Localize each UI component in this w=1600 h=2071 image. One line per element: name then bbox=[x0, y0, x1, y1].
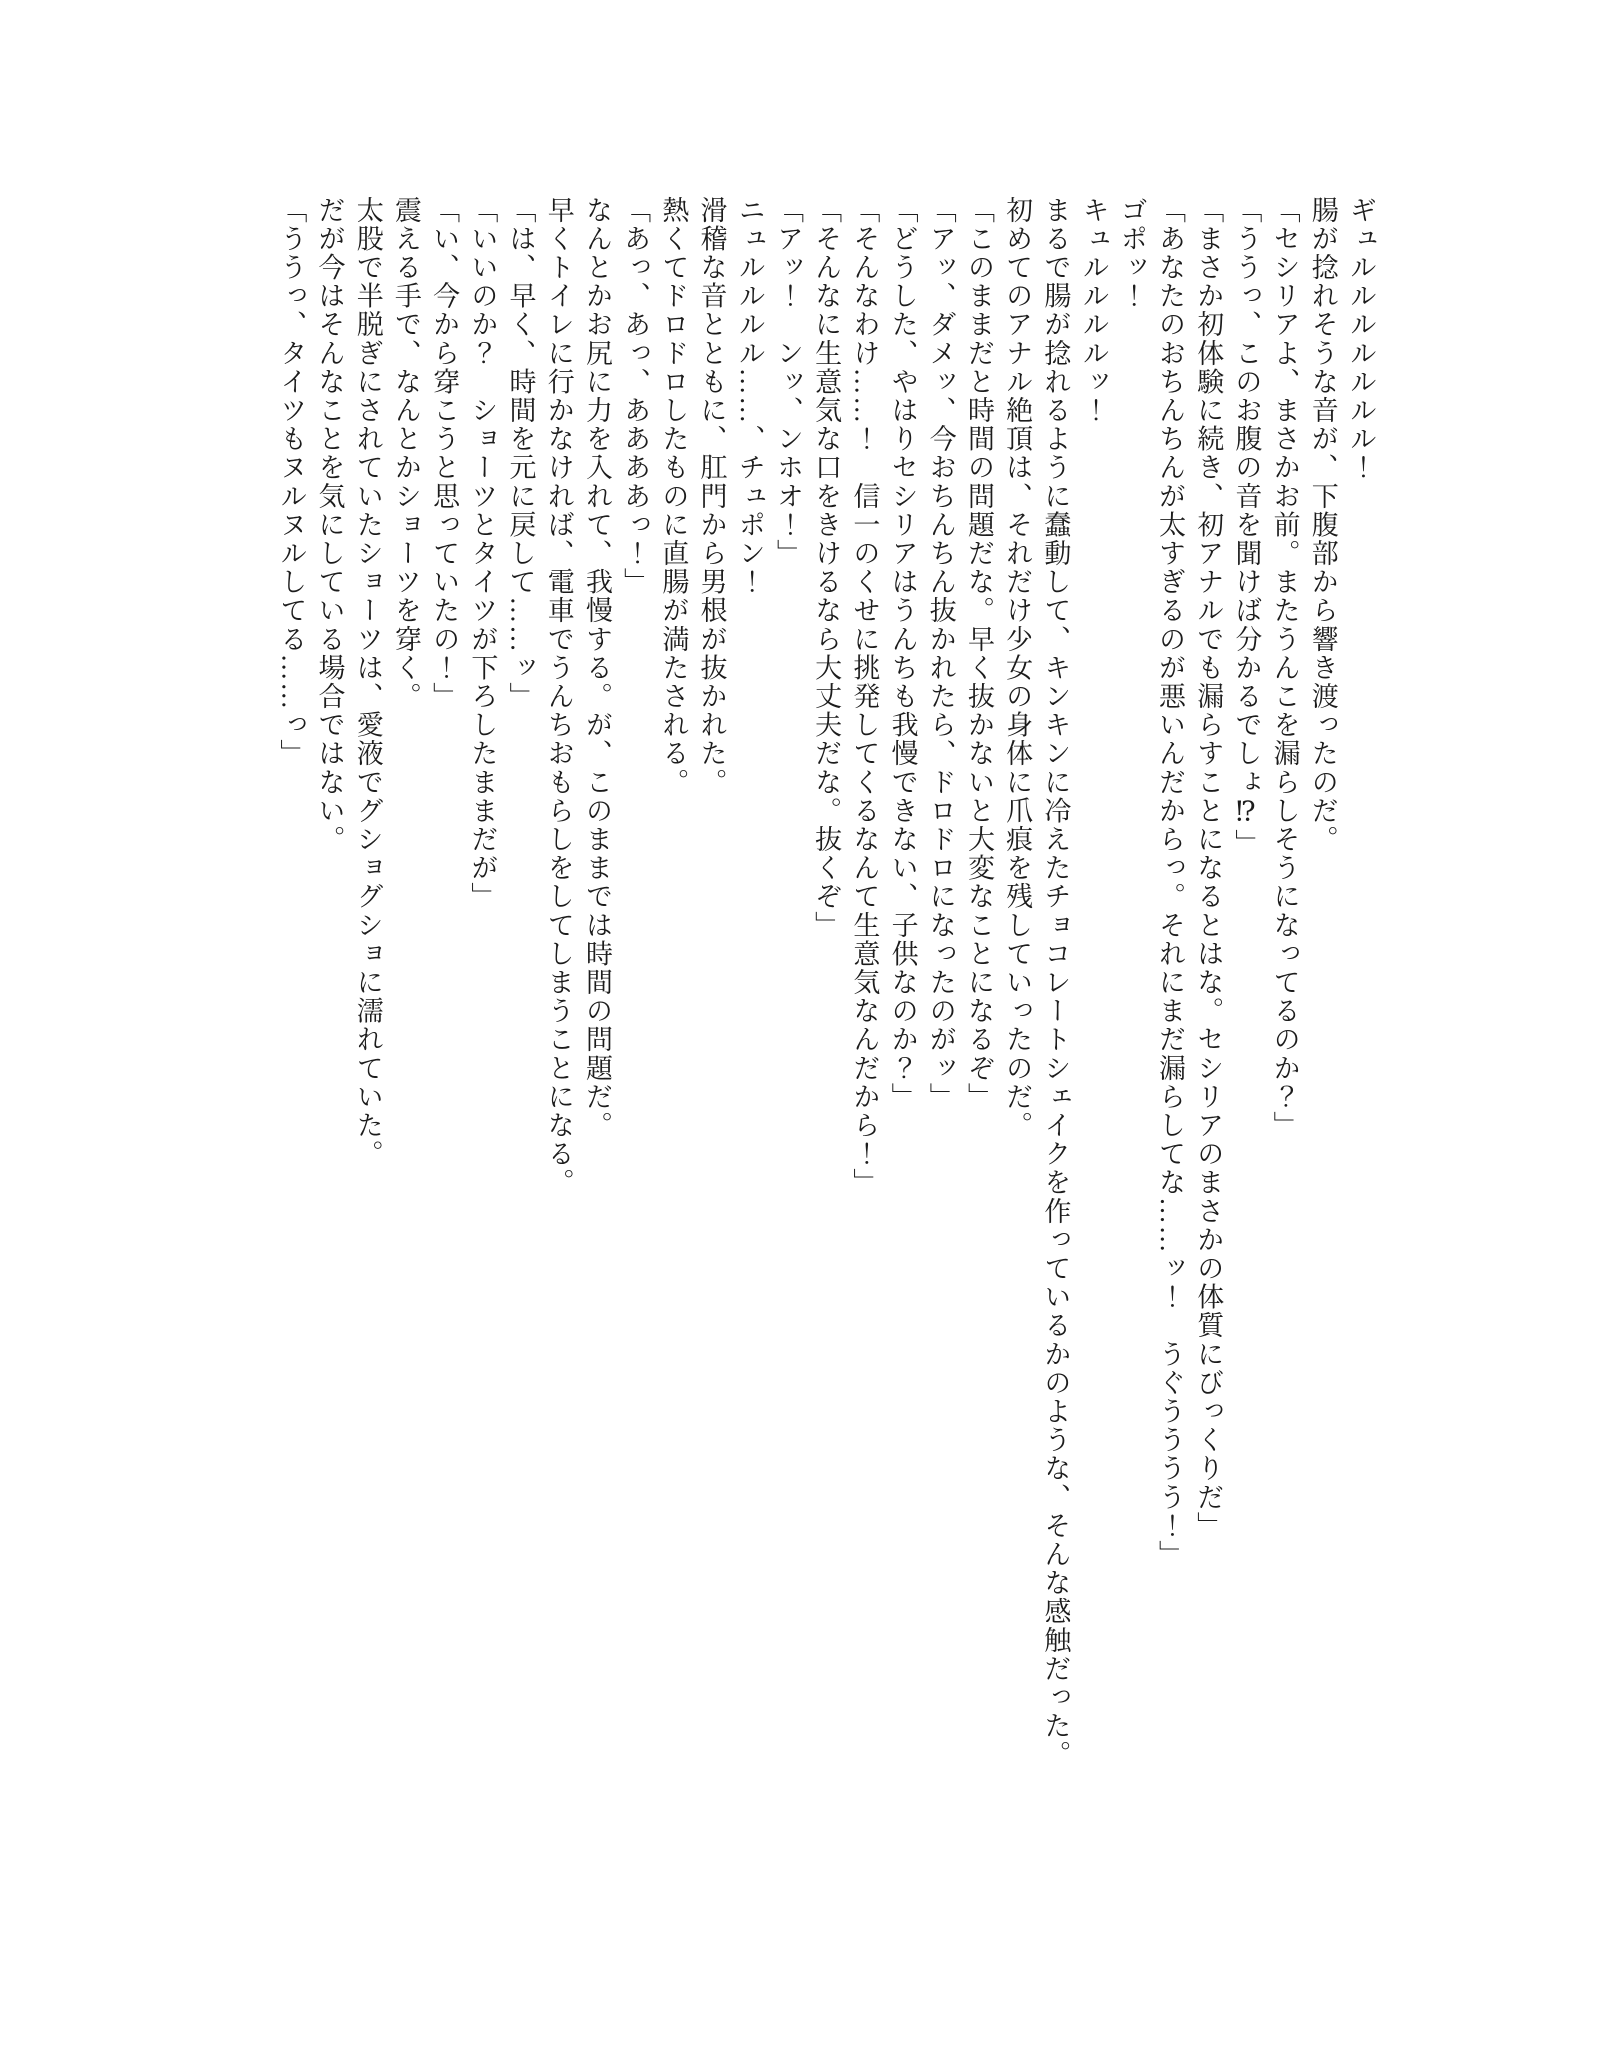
text-line: 「あなたのおちんちんが太すぎるのが悪いんだからっ。それにまだ漏らしてな……ッ！ うぐうううう！」 bbox=[1154, 196, 1185, 1569]
text-line: 「ううっ、タイツもヌルヌルしてる……っ」 bbox=[276, 196, 307, 768]
text-line: 「い、今から穿こうと思っていたの！」 bbox=[429, 196, 460, 711]
text-line: 「アッ、ダメッ、今おちんちん抜かれたら、ドロドロになったのがッ」 bbox=[925, 196, 956, 1112]
text-line: 「このままだと時間の問題だな。早く抜かないと大変なことになるぞ」 bbox=[963, 196, 994, 1112]
text-line: 「いいのか？ ショーツとタイツが下ろしたままだが」 bbox=[467, 196, 498, 911]
text-line: 太股で半脱ぎにされていたショーツは、愛液でグショグショに濡れていた。 bbox=[352, 196, 383, 1169]
text-line: 早くトイレに行かなければ、電車でうんちおもらしをしてしまうことになる。 bbox=[543, 196, 574, 1197]
text-line: まるで腸が捻れるように蠢動して、キンキンに冷えたチョコレートシェイクを作っているかのような、そんな感触だった。 bbox=[1040, 196, 1071, 1769]
text-line: 震える手で、なんとかショーツを穿く。 bbox=[390, 196, 421, 711]
text-line: 「は、早く、時間を元に戻して……ッ」 bbox=[505, 196, 536, 711]
text-line: 「セシリアよ、まさかお前。またうんこを漏らしそうになってるのか？」 bbox=[1269, 196, 1300, 1140]
text-line: 熱くてドロドロしたものに直腸が満たされる。 bbox=[658, 196, 689, 797]
text-line: 腸が捻れそうな音が、下腹部から響き渡ったのだ。 bbox=[1307, 196, 1338, 854]
text-line: だが今はそんなことを気にしている場合ではない。 bbox=[314, 196, 345, 854]
text-line: 滑稽な音とともに、肛門から男根が抜かれた。 bbox=[696, 196, 727, 797]
text-line: 「どうした、やはりセシリアはうんちも我慢できない、子供なのか？」 bbox=[887, 196, 918, 1112]
text-line: ゴポッ！ bbox=[1116, 196, 1147, 311]
text-line: 「あっ、あっ、ああああっ！」 bbox=[620, 196, 651, 597]
text-line: 「アッ！ ンッ、ンホオ！」 bbox=[772, 196, 803, 568]
text-line: なんとかお尻に力を入れて、我慢する。が、このままでは時間の問題だ。 bbox=[581, 196, 612, 1140]
text-line: ギュルルルルルルル！ bbox=[1346, 196, 1376, 482]
text-line: 「そんなに生意気な口をきけるなら大丈夫だな。抜くぞ」 bbox=[811, 196, 842, 940]
text-line: 「まさか初体験に続き、初アナルでも漏らすことになるとはな。セシリアのまさかの体質にびっくりだ」 bbox=[1193, 196, 1224, 1541]
vertical-text-block bbox=[272, 196, 1380, 1986]
text-line: ニュルルルル……、チュポン！ bbox=[734, 196, 765, 597]
text-line: 「そんなわけ……！ 信一のくせに挑発してくるなんて生意気なんだから！」 bbox=[849, 196, 880, 1197]
text-line: 初めてのアナル絶頂は、それだけ少女の身体に爪痕を残していったのだ。 bbox=[1002, 196, 1033, 1140]
text-line: 「ううっ、このお腹の音を聞けば分かるでしょ⁉」 bbox=[1231, 196, 1262, 858]
text-line: キュルルルルッ！ bbox=[1078, 196, 1109, 425]
